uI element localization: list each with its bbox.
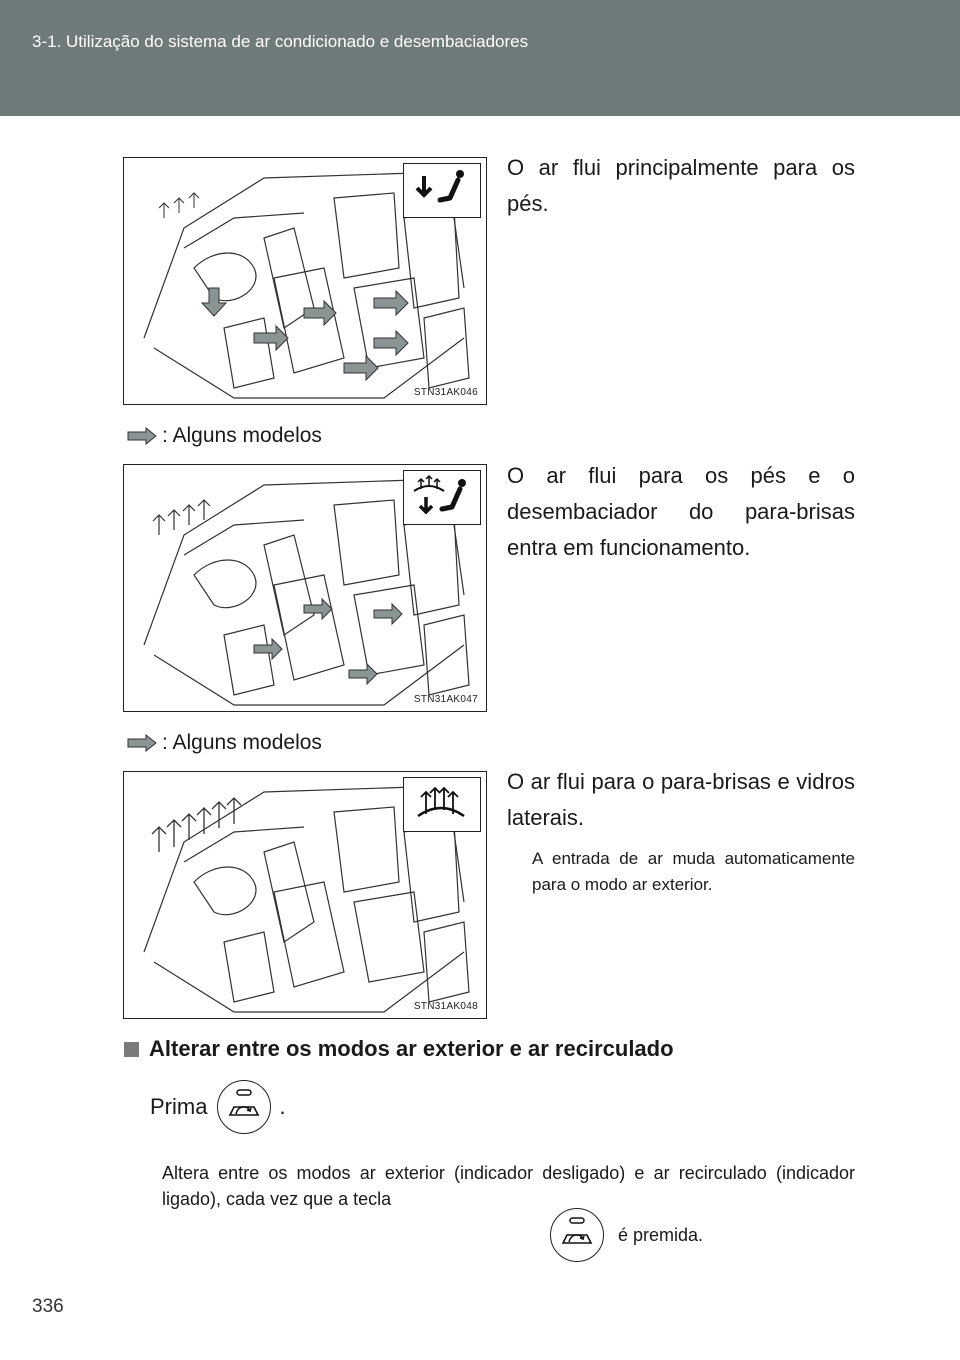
square-bullet-icon (124, 1042, 139, 1057)
mode-indicator-box (403, 470, 481, 525)
chapter-title: 3-1. Utilização do sistema de ar condicionado e desembaciadores (32, 32, 529, 51)
mode-description: O ar flui para o para-brisas e vidros laterais. (507, 769, 855, 830)
recirculation-button-icon (217, 1080, 271, 1134)
some-models-label: : Alguns modelos (126, 421, 322, 451)
figure-code: STN31AK048 (413, 1001, 478, 1012)
press-instruction: Prima . (150, 1080, 286, 1134)
figure-feet-mode (123, 157, 487, 405)
mode-description: O ar flui para os pés e o desembaciador do para-brisas entra em funcionamento. (507, 463, 855, 560)
mode-indicator-box (403, 163, 481, 218)
windshield-defrost-icon (404, 778, 479, 830)
figure-defrost-mode (123, 771, 487, 1019)
section-heading: Alterar entre os modos ar exterior e ar recirculado (124, 1036, 674, 1062)
feet-defrost-airflow-icon (404, 471, 479, 523)
paragraph-line-1: Altera entre os modos ar exterior (indicador desligado) e ar recirculado (indicador ligado), cada vez que a tecla (162, 1163, 855, 1209)
mode-description: O ar flui principalmente para os pés. (507, 155, 855, 216)
some-models-label: : Alguns modelos (126, 728, 322, 758)
page-number: 336 (32, 1296, 64, 1317)
feet-airflow-icon (404, 164, 479, 216)
figure-feet-defrost-mode (123, 464, 487, 712)
page-header (0, 0, 960, 116)
mode-note: A entrada de ar muda automaticamente para o modo ar exterior. (532, 849, 855, 894)
recirculation-button-icon (550, 1208, 604, 1262)
paragraph-line-2: é premida. (550, 1208, 855, 1262)
gray-arrow-icon (126, 734, 158, 752)
gray-arrow-icon (126, 427, 158, 445)
figure-code: STN31AK047 (413, 694, 478, 705)
figure-code: STN31AK046 (413, 387, 478, 398)
mode-indicator-box (403, 777, 481, 832)
